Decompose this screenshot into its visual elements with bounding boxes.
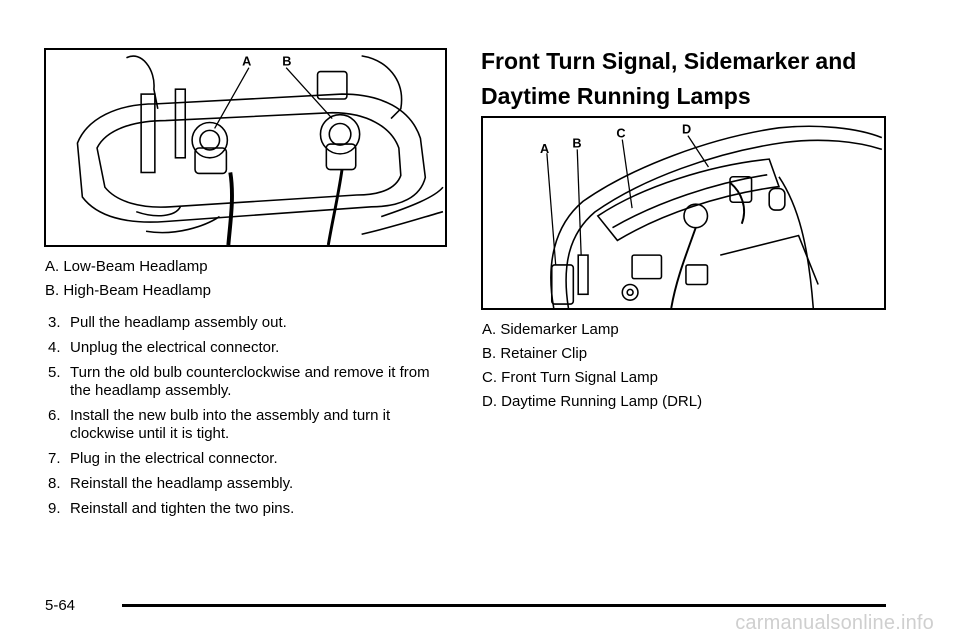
footer-divider [122,604,886,607]
procedure-steps [48,314,448,525]
caption-high-beam: B. High-Beam Headlamp [45,282,211,299]
callout-label: A [540,141,550,157]
list-item [48,407,448,443]
step-number: 4. [48,339,61,356]
callout-label: C [616,125,626,141]
callout-label: B [572,135,582,151]
page-number: 5-64 [45,597,76,614]
section-title: Front Turn Signal, Sidemarker and Daytime Running Lamps [481,48,857,109]
step-number: 5. [48,364,61,381]
front-lamps-illustration [481,116,886,310]
headlamp-assembly-illustration [44,48,447,247]
callout-label: B [282,53,292,69]
headlamp-assembly-drawing [46,50,445,245]
front-lamps-drawing [483,118,884,308]
list-item [48,339,448,357]
caption-low-beam: A. Low-Beam Headlamp [45,258,208,275]
list-item [48,450,448,468]
step-number: 6. [48,407,61,424]
list-item [48,314,448,332]
callout-label: A [242,53,252,69]
callout-label: D [682,121,692,137]
list-item [48,364,448,400]
step-text: Unplug the electrical connector. [70,339,280,356]
caption-retainer-clip: B. Retainer Clip [482,345,588,362]
caption-drl: D. Daytime Running Lamp (DRL) [482,393,703,410]
step-text: Install the new bulb into the assembly and turn it clockwise until it is tight. [70,407,391,442]
watermark: carmanualsonline.info [735,612,934,634]
caption-turn-signal: C. Front Turn Signal Lamp [482,369,658,386]
caption-sidemarker: A. Sidemarker Lamp [482,321,619,338]
list-item [48,500,448,518]
step-number: 7. [48,450,61,467]
step-number: 9. [48,500,61,517]
step-number: 3. [48,314,61,331]
step-text: Pull the headlamp assembly out. [70,314,287,331]
step-text: Reinstall and tighten the two pins. [70,500,295,517]
list-item [48,475,448,493]
step-text: Reinstall the headlamp assembly. [70,475,294,492]
step-number: 8. [48,475,61,492]
front-lamps-figure-captions [482,321,702,417]
headlamp-figure-captions [45,258,211,306]
step-text: Turn the old bulb counterclockwise and remove it from the headlamp assembly. [70,364,430,399]
step-text: Plug in the electrical connector. [70,450,278,467]
